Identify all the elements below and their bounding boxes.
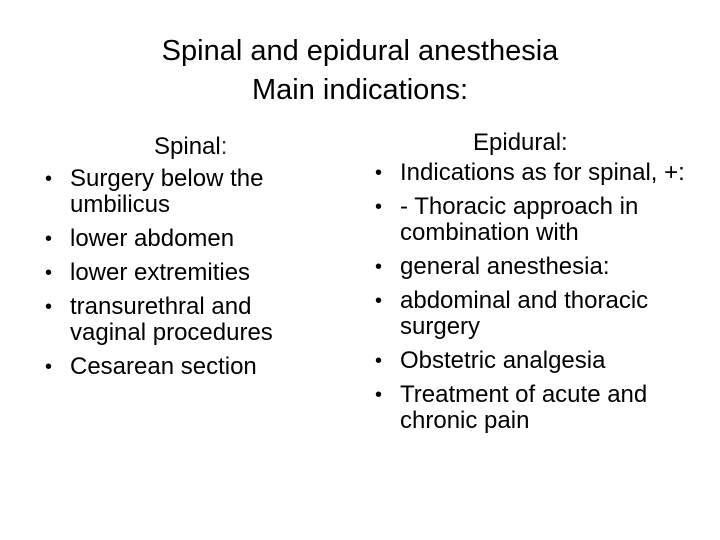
bullet-icon: • — [375, 290, 383, 312]
bullet-icon: • — [45, 262, 53, 284]
slide-title — [0, 32, 720, 110]
epidural-list — [375, 160, 705, 434]
spinal-heading — [45, 134, 320, 160]
list-item — [375, 254, 705, 280]
list-item-text: Obstetric analgesia — [400, 347, 606, 374]
list-item-text: - Thoracic approach in combination with — [400, 193, 639, 246]
list-item-text: Treatment of acute and chronic pain — [400, 381, 648, 434]
spinal-column — [45, 130, 320, 388]
list-item — [375, 194, 705, 246]
list-item — [45, 260, 320, 286]
spinal-heading-text: Spinal — [154, 133, 221, 160]
bullet-icon: • — [375, 384, 383, 406]
title-line-1: Spinal and epidural anesthesia — [161, 35, 559, 67]
list-item-text: Indications as for spinal, +: — [400, 159, 685, 186]
title-line-2: Main indications: — [252, 74, 468, 106]
list-item-text: abdominal and thoracic surgery — [400, 287, 649, 340]
bullet-icon: • — [375, 162, 383, 184]
list-item — [375, 288, 705, 340]
list-item — [45, 226, 320, 252]
bullet-icon: • — [375, 350, 383, 372]
list-item-text: lower extremities — [70, 259, 251, 286]
list-item — [375, 348, 705, 374]
bullet-icon: • — [45, 228, 53, 250]
list-item — [45, 294, 320, 346]
list-item — [45, 166, 320, 218]
list-item-text: general anesthesia: — [400, 253, 610, 280]
bullet-icon: • — [375, 196, 383, 218]
bullet-icon: • — [45, 296, 53, 318]
list-item-text: Surgery below the umbilicus — [70, 165, 264, 218]
list-item — [375, 160, 705, 186]
epidural-column — [375, 130, 705, 442]
list-item-text: transurethral and vaginal procedures — [70, 293, 273, 346]
spinal-heading-colon: : — [220, 133, 228, 160]
spinal-list — [45, 166, 320, 380]
list-item-text: Cesarean section — [70, 353, 257, 380]
bullet-icon: • — [45, 168, 53, 190]
list-item — [375, 382, 705, 434]
list-item — [45, 354, 320, 380]
bullet-icon: • — [45, 356, 53, 378]
epidural-heading: Epidural: — [473, 129, 568, 156]
list-item-text: lower abdomen — [70, 225, 235, 252]
bullet-icon: • — [375, 256, 383, 278]
